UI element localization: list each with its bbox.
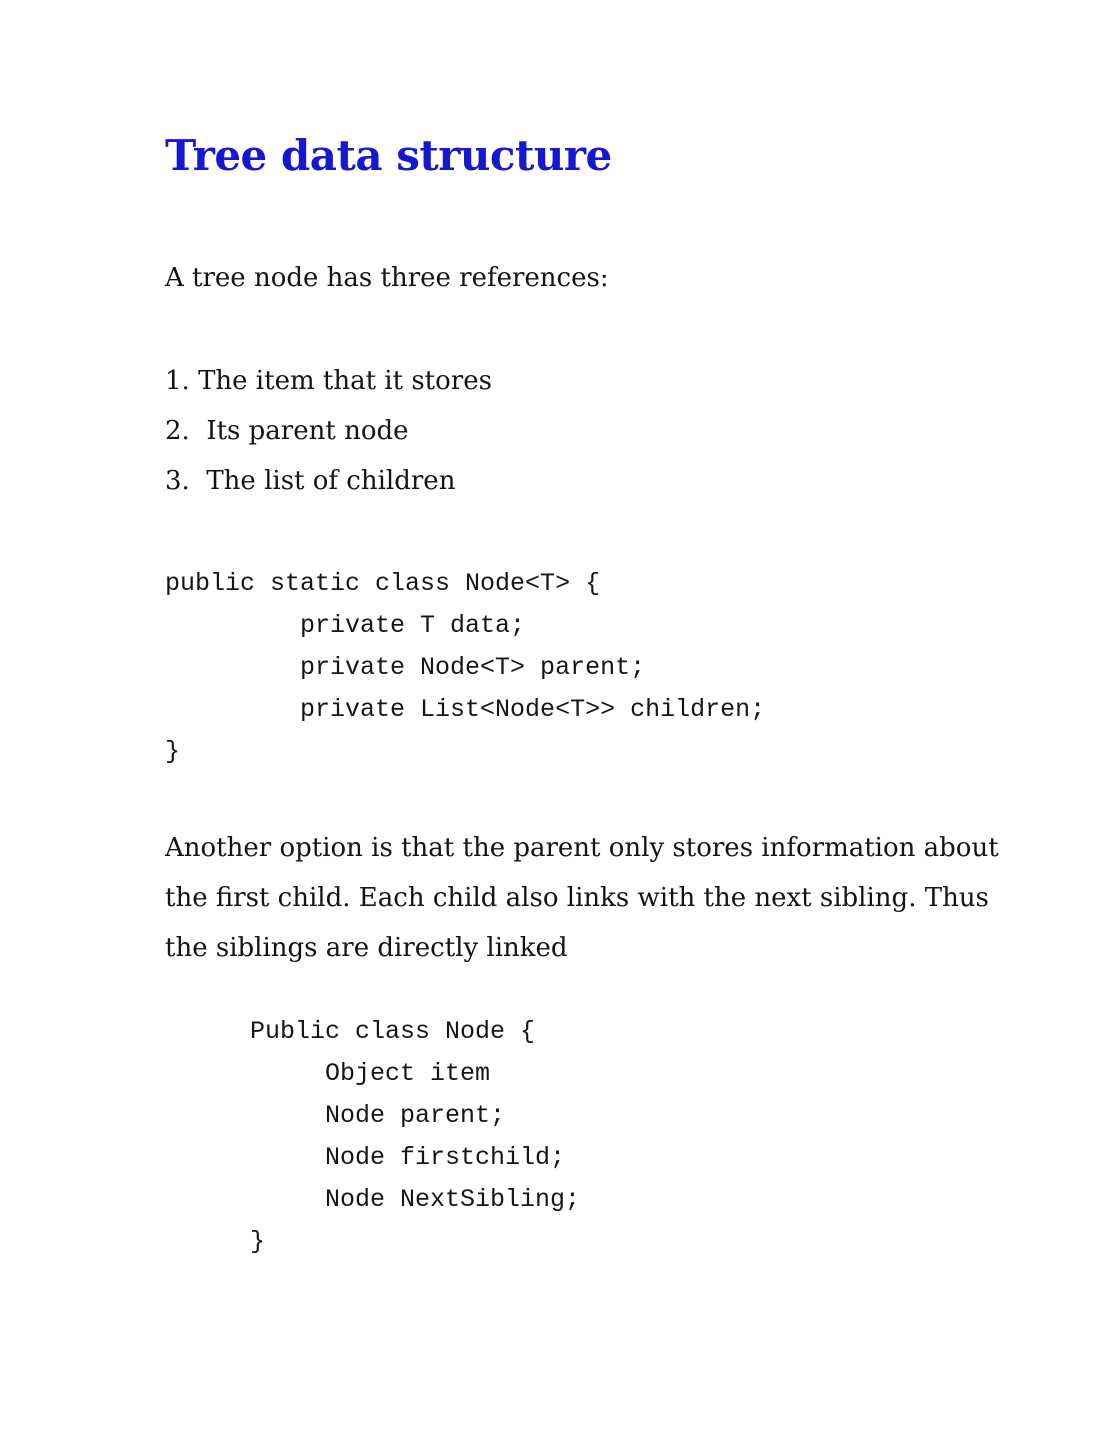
page-title: Tree data structure [165, 131, 612, 180]
list-item: 3. The list of children [165, 466, 456, 496]
code-line: private T data; [165, 611, 526, 640]
code-line: private Node<T> parent; [165, 653, 646, 682]
code-line: } [165, 737, 181, 766]
code-line: Node NextSibling; [250, 1185, 581, 1214]
list-item: 1. The item that it stores [165, 366, 492, 396]
code-line: private List<Node<T>> children; [165, 695, 766, 724]
paragraph-line: Another option is that the parent only stores information about [165, 833, 999, 863]
intro-paragraph [165, 253, 609, 303]
code-block-node-sibling [250, 1011, 580, 1263]
body-paragraph [165, 823, 999, 973]
code-line: Node parent; [250, 1101, 506, 1130]
code-line: Public class Node { [250, 1017, 536, 1046]
code-line: Object item [250, 1059, 491, 1088]
intro-line: A tree node has three references: [165, 263, 609, 293]
paragraph-line: the siblings are directly linked [165, 933, 568, 963]
code-line: } [250, 1227, 266, 1256]
code-line: Node firstchild; [250, 1143, 566, 1172]
code-line: public static class Node<T> { [165, 569, 601, 598]
paragraph-line: the first child. Each child also links with the next sibling. Thus [165, 883, 989, 913]
code-block-node-generic [165, 563, 765, 773]
list-item: 2. Its parent node [165, 416, 409, 446]
numbered-list [165, 356, 492, 506]
